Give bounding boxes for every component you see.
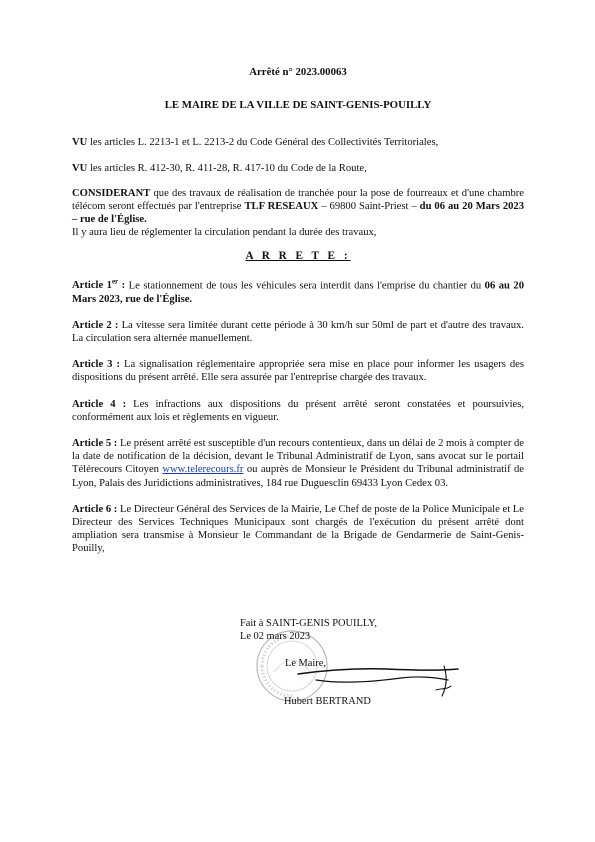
article-label: Article 3 : bbox=[72, 359, 121, 371]
handwritten-signature-icon bbox=[296, 660, 461, 700]
considerant-text: – 69800 Saint-Priest – bbox=[318, 201, 420, 213]
document-body bbox=[72, 64, 524, 556]
date-line: Le 02 mars 2023 bbox=[240, 631, 311, 642]
legal-basis-1 bbox=[72, 136, 524, 149]
article-text: Le Directeur Général des Services de la Mairie, Le Chef de poste de la Police Municipale et Le Directeur des Services Techniques Municipaux sont chargés de l'exécution du présent arrêté dont ampliation sera transmise à Monsieur le Commandant de la Brigade de Gendarmerie de Saint-Genis-Pouilly, bbox=[72, 503, 524, 555]
article-text: La vitesse sera limitée durant cette période à 30 km/h sur 50ml de part et d'autre des travaux. La circulation sera alternée manuellement. bbox=[72, 319, 525, 344]
considerant-text: que des travaux de réalisation de tranchée pour la pose de fourreaux et d'une chambre télécom seront effectués par l'entreprise bbox=[72, 187, 524, 213]
article-1 bbox=[72, 276, 524, 306]
vu-label: VU bbox=[72, 137, 88, 149]
article-label: Article 6 : bbox=[72, 503, 118, 515]
article-3 bbox=[72, 358, 524, 384]
article-text: Le stationnement de tous les véhicules sera interdit dans l'emprise du chantier du bbox=[125, 280, 485, 292]
article-text: Les infractions aux dispositions du présent arrêté seront constatées et poursuivies, conformément aux lois et règlements en vigueur. bbox=[72, 398, 524, 423]
legal-basis-2 bbox=[72, 162, 524, 175]
vu-text: les articles R. 412-30, R. 411-28, R. 417-10 du Code de la Route, bbox=[87, 162, 367, 174]
considerant-label: CONSIDERANT bbox=[72, 187, 151, 199]
vu-text: les articles L. 2213-1 et L. 2213-2 du Code Général des Collectivités Territoriales, bbox=[87, 137, 439, 149]
article-text: Le présent arrêté est susceptible d'un recours contentieux, dans un délai de 2 mois à compter de la date de notification de la décision, devant le Tribunal Administratif de Lyon, sans avocat sur le portail Télérecours Citoyen bbox=[72, 437, 524, 476]
article-5 bbox=[72, 437, 524, 490]
place-line: Fait à SAINT-GENIS POUILLY, bbox=[240, 618, 377, 629]
decree-number: Arrêté n° 2023.00063 bbox=[249, 66, 347, 78]
works-dates: du 06 au 20 Mars 2023 – rue de l'Église. bbox=[72, 201, 525, 226]
article-text: La signalisation réglementaire appropriée sera mise en place pour informer les usagers des dispositions du présent arrêté. Elle sera assurée par l'entreprise chargée des travaux. bbox=[72, 359, 524, 384]
vu-label: VU bbox=[72, 162, 88, 174]
parking-dates: 06 au 20 Mars 2023, rue de l'Église. bbox=[72, 280, 524, 305]
article-label: Article 1er : bbox=[72, 277, 126, 292]
issuing-authority: LE MAIRE DE LA VILLE DE SAINT-GENIS-POUILLY bbox=[164, 99, 432, 112]
article-4 bbox=[72, 398, 524, 424]
considerant-paragraph bbox=[72, 187, 524, 240]
signature-block bbox=[240, 617, 440, 643]
telerecours-link[interactable]: www.telerecours.fr bbox=[162, 464, 244, 476]
article-label: Article 4 : bbox=[72, 398, 127, 410]
article-6 bbox=[72, 503, 524, 556]
article-text: ou auprès de Monsieur le Président du Tribunal administratif de Lyon, Palais des Juridictions administratives, 184 rue Duguesclin 69433 Lyon Cedex 03. bbox=[72, 464, 524, 489]
arrete-heading: A R R E T E : bbox=[245, 249, 351, 262]
signer-role: Le Maire, bbox=[285, 658, 326, 669]
article-label: Article 2 : bbox=[72, 319, 119, 331]
signer-name: Hubert BERTRAND bbox=[284, 696, 371, 707]
article-label: Article 5 : bbox=[72, 437, 118, 449]
company-name: TLF RESEAUX bbox=[244, 201, 319, 213]
considerant-text: Il y aura lieu de réglementer la circulation pendant la durée des travaux, bbox=[72, 227, 377, 239]
article-2 bbox=[72, 319, 524, 345]
